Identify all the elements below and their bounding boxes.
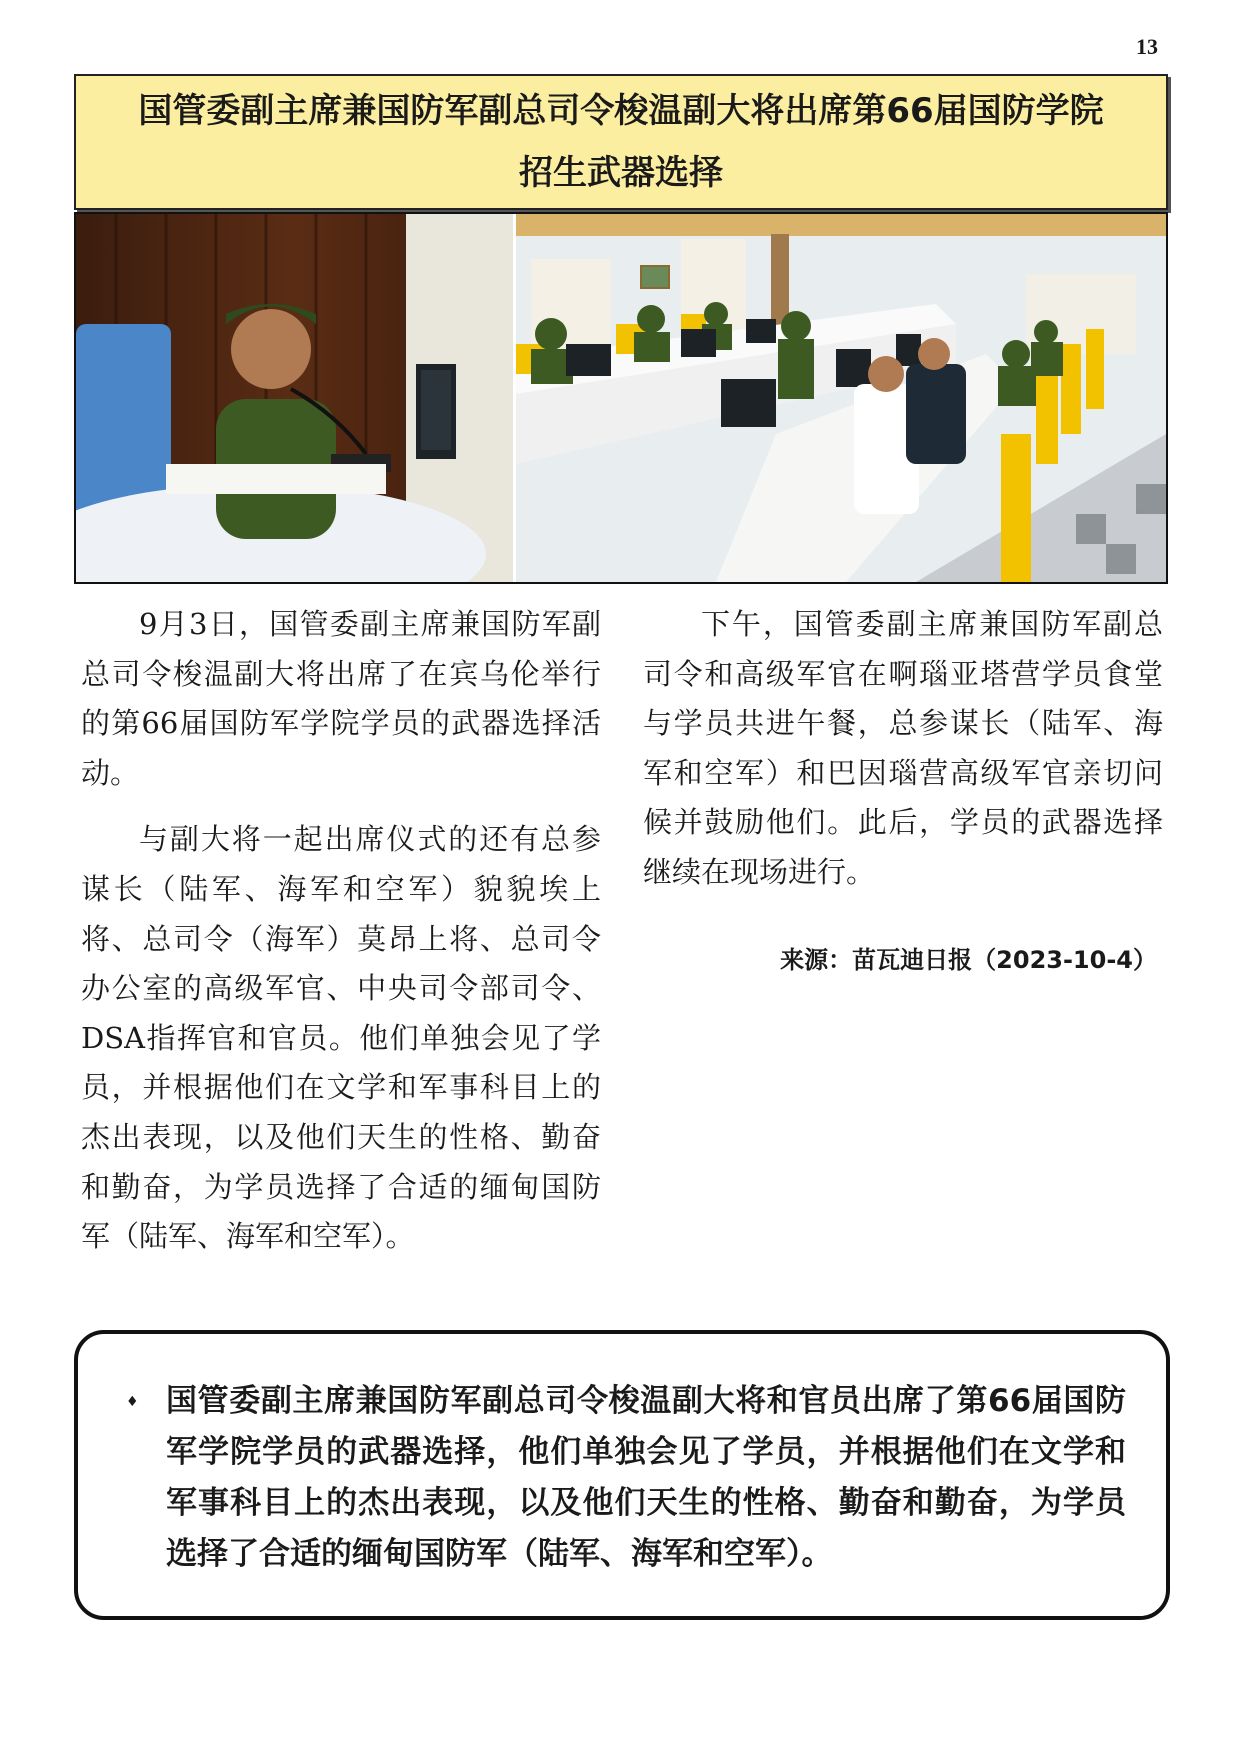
summary-box: [74, 1330, 1170, 1620]
title-line-2: 招生武器选择: [519, 153, 723, 193]
article-paragraph: 9月3日，国管委副主席兼国防军副总司令梭温副大将出席了在宾乌伦举行的第66届国防军学院学员的武器选择活动。: [81, 607, 601, 790]
article-paragraph: 下午，国管委副主席兼国防军副总司令和高级军官在啊瑙亚塔营学员食堂与学员共进午餐，总参谋长（陆军、海军和空军）和巴因瑙营高级军官亲切问候并鼓励他们。此后，学员的武器选择继续在现场进行。: [643, 607, 1163, 889]
title-line-1: 国管委副主席兼国防军副总司令梭温副大将出席第66届国防学院: [138, 91, 1104, 131]
title-banner: [74, 74, 1168, 210]
source-citation: 来源：苗瓦迪日报（2023-10-4）: [780, 945, 1157, 974]
photo-officer-at-desk: [76, 214, 516, 582]
article-right-column: [643, 600, 1163, 985]
article-left-column: [81, 600, 601, 1279]
photo-strip: [74, 212, 1168, 584]
summary-text: 国管委副主席兼国防军副总司令梭温副大将和官员出席了第66届国防军学院学员的武器选择，他们单独会见了学员，并根据他们在文学和军事科目上的杰出表现，以及他们天生的性格、勤奋和勤奋，为学员选择了合适的缅甸国防军（陆军、海军和空军）。: [166, 1383, 1126, 1572]
page-number: 13: [1136, 34, 1158, 59]
diamond-bullet-icon: ♦: [126, 1394, 139, 1410]
photo-conference-room: [516, 214, 1166, 582]
article-paragraph: 与副大将一起出席仪式的还有总参谋长（陆军、海军和空军）貌貌埃上将、总司令（海军）莫昂上将、总司令办公室的高级军官、中央司令部司令、DSA指挥官和官员。他们单独会见了学员，并根据他们在文学和军事科目上的杰出表现，以及他们天生的性格、勤奋和勤奋，为学员选择了合适的缅甸国防军（陆军、海军和空军）。: [81, 822, 601, 1254]
